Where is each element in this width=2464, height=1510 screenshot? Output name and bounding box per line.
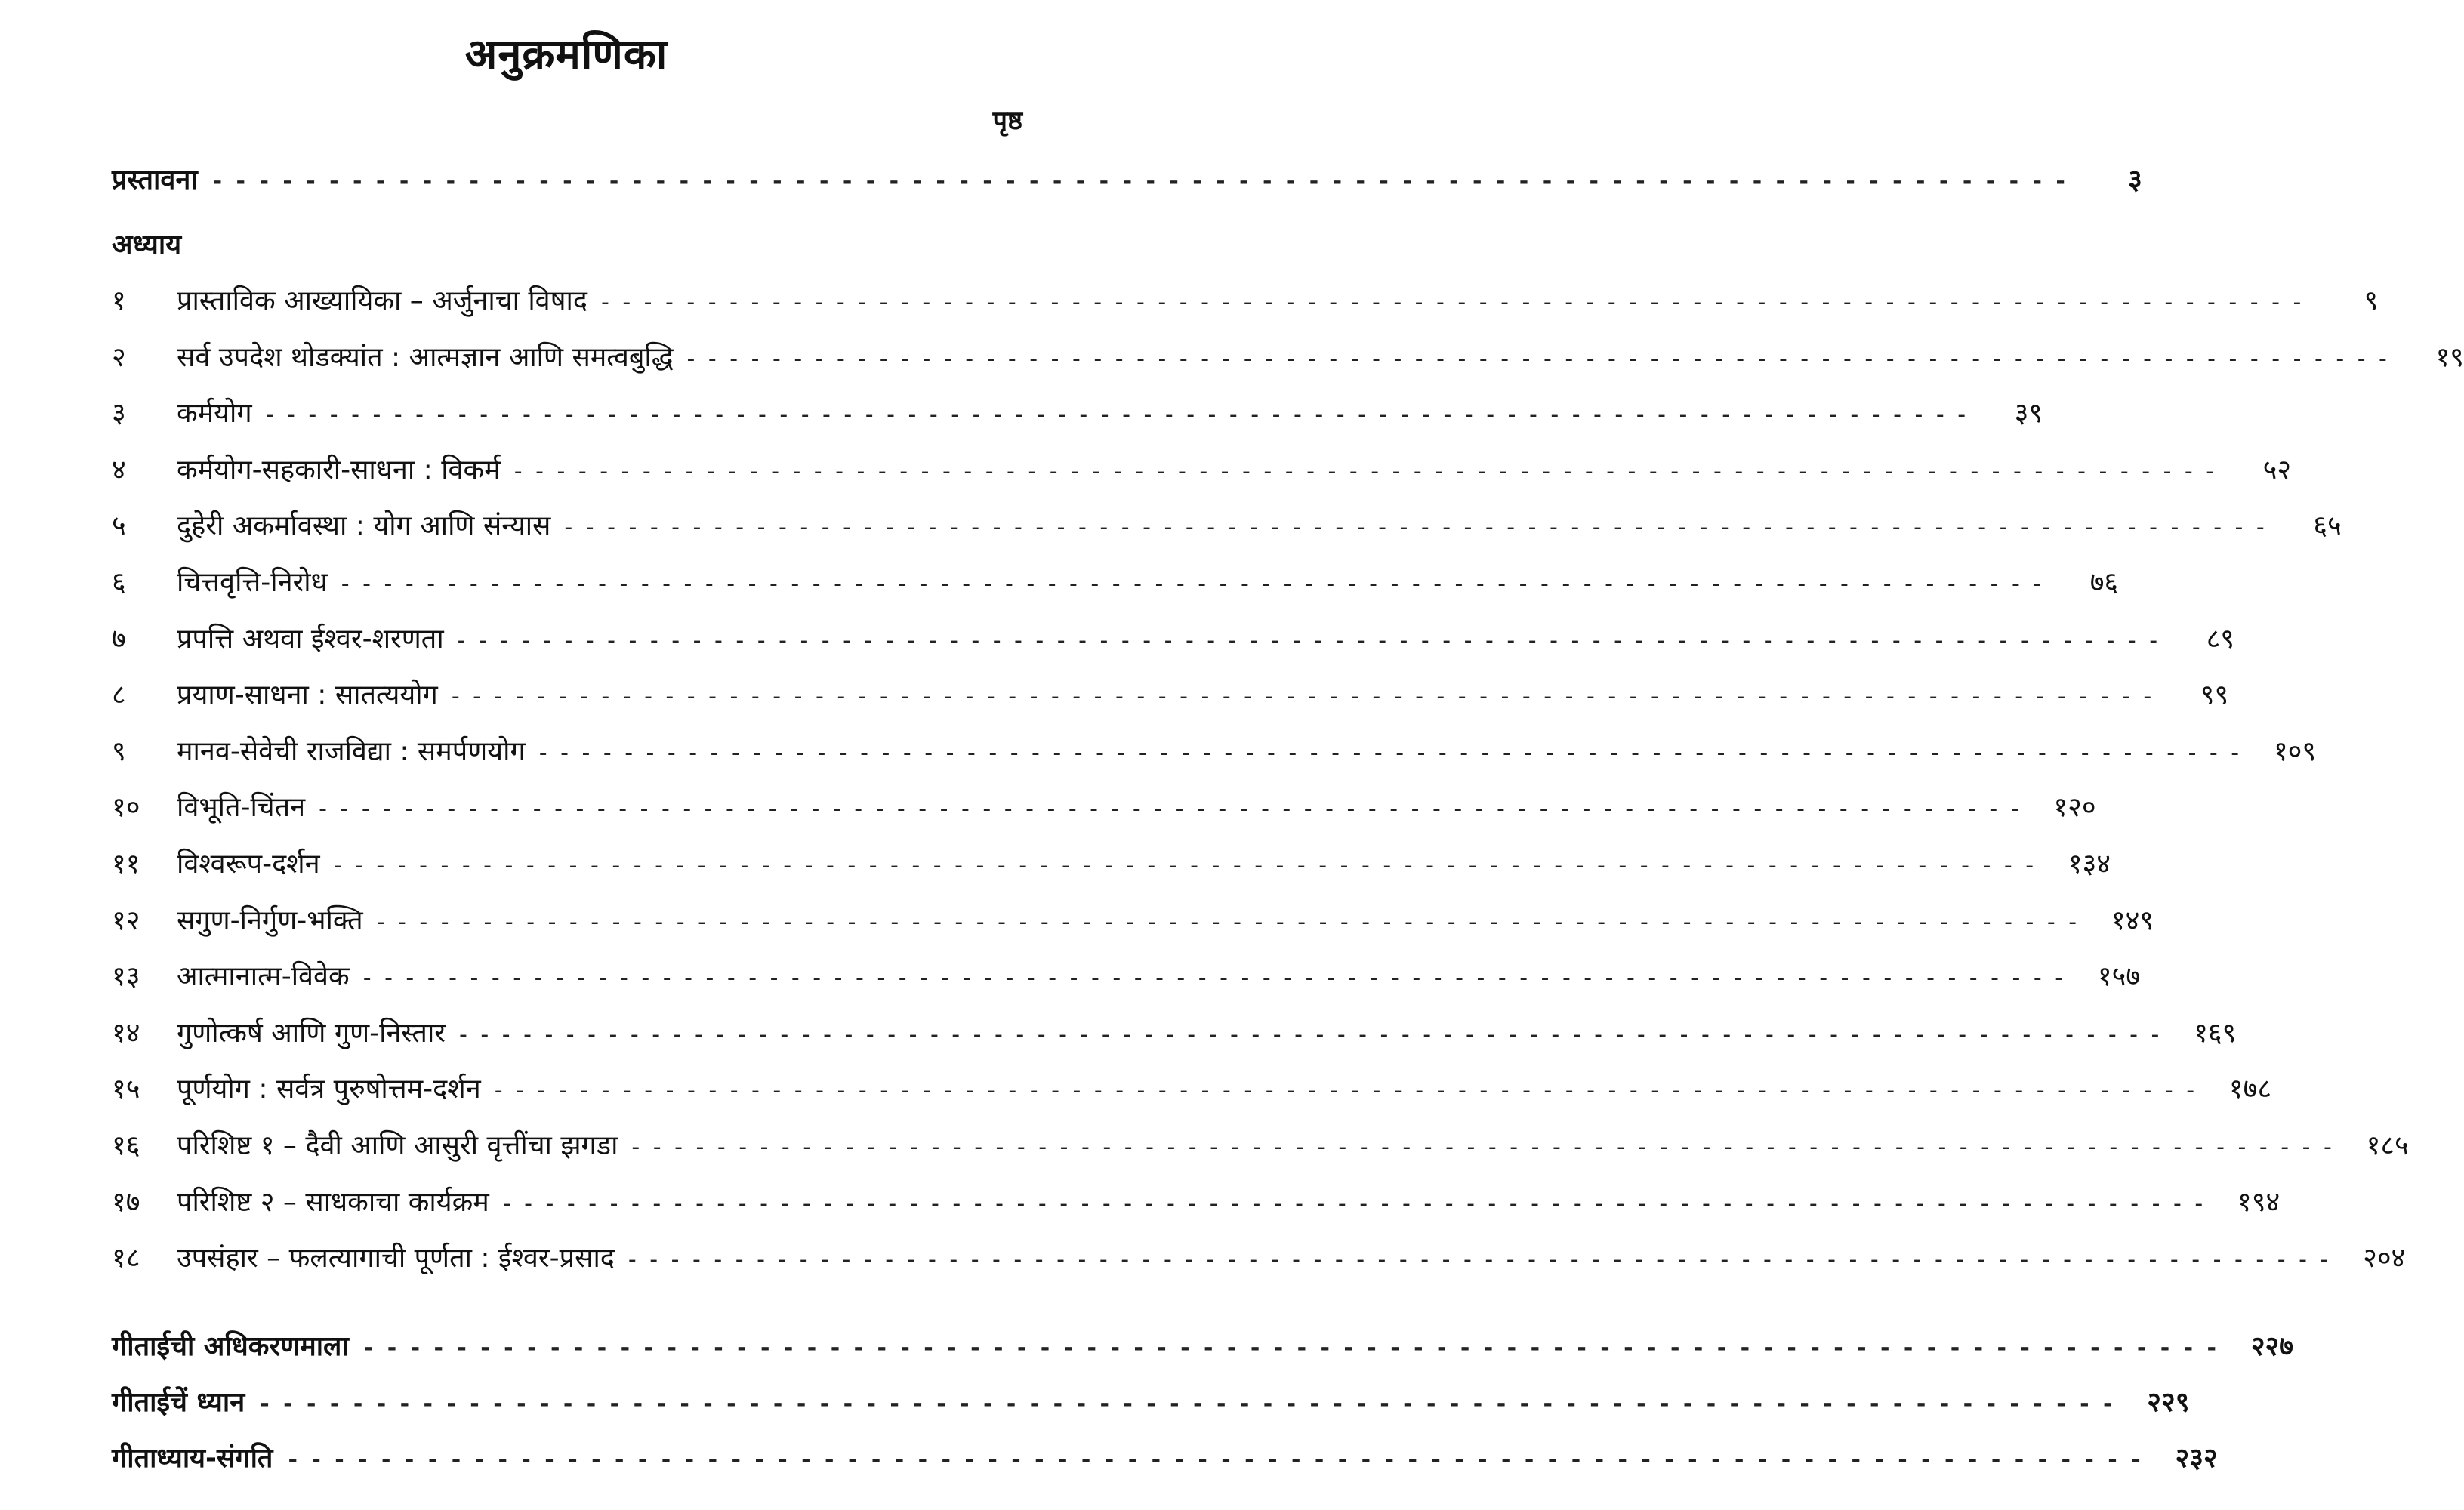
chapter-title: कर्मयोग [177, 398, 252, 430]
dot-leader: - - - - - - - - - - - - - - - - - - - - - - - - - - - - - - - - - - - - - - - - - - - - - - - - - - - - - - - - - - - - - - - - - - - - - - - - - - - - - - - - [538, 739, 2243, 766]
appendix-label: गीताईची अधिकरणमाला [112, 1331, 349, 1362]
appendix-page: २२९ [2147, 1387, 2190, 1418]
appendix-page: २२७ [2250, 1331, 2293, 1362]
dot-leader: - - - - - - - - - - - - - - - - - - - - - - - - - - - - - - - - - - - - - - - - - - - - - - - - - - - - - - - - - - - - - - - - - - - - - - - - - - - - - - - - [513, 458, 2218, 485]
appendix-page: २३२ [2175, 1443, 2218, 1474]
chapter-number: ५ [112, 510, 126, 542]
chapter-page: १६९ [2194, 1017, 2237, 1049]
chapters-heading: अध्याय [112, 230, 182, 260]
page-title: अनुक्रमणिका [464, 30, 668, 79]
chapter-number: ७ [112, 623, 126, 655]
chapter-page: १२० [2053, 792, 2096, 824]
chapter-row [112, 732, 2317, 769]
dot-leader: - - - - - - - - - - - - - - - - - - - - - - - - - - - - - - - - - - - - - - - - - - - - - - - - - - - - - - - - - - - - - - - - - - - - - - - - - - - - - - - - [363, 1335, 2219, 1361]
dot-leader: - - - - - - - - - - - - - - - - - - - - - - - - - - - - - - - - - - - - - - - - - - - - - - - - - - - - - - - - - - - - - - - - - - - - - - - - - - - - - - - - [341, 571, 2045, 597]
chapter-number: ४ [112, 454, 126, 485]
chapter-row [112, 450, 2292, 487]
chapter-page: १५७ [2097, 961, 2141, 993]
dot-leader: - - - - - - - - - - - - - - - - - - - - - - - - - - - - - - - - - - - - - - - - - - - - - - - - - - - - - - - - - - - - - - - - - - - - - - - - - - - - - - - - [628, 1247, 2332, 1274]
chapter-row [112, 1126, 2409, 1163]
chapter-page: ९ [2364, 285, 2379, 316]
chapter-title: प्रयाण-साधना : सातत्ययोग [177, 680, 438, 711]
chapter-page: १४९ [2111, 904, 2154, 936]
chapter-title: उपसंहार – फलत्यागाची पूर्णता : ईश्वर-प्रसाद [177, 1243, 615, 1274]
chapter-row [112, 1182, 2281, 1219]
chapter-page: २०४ [2363, 1243, 2406, 1274]
chapter-number: ६ [112, 567, 126, 598]
dot-leader: - - - - - - - - - - - - - - - - - - - - - - - - - - - - - - - - - - - - - - - - - - - - - - - - - - - - - - - - - - - - - - - - - - - - - - - - - - - - - - - - [502, 1190, 2206, 1217]
dot-leader: - - - - - - - - - - - - - - - - - - - - - - - - - - - - - - - - - - - - - - - - - - - - - - - - - - - - - - - - - - - - - - - - - - - - - - - - - - - - - - - - [333, 852, 2037, 879]
chapter-title: कर्मयोग-सहकारी-साधना : विकर्म [177, 454, 501, 485]
chapter-title: परिशिष्ट २ – साधकाचा कार्यक्रम [177, 1186, 489, 1218]
dot-leader: - - - - - - - - - - - - - - - - - - - - - - - - - - - - - - - - - - - - - - - - - - - - - - - - - - - - - - - - - - - - - - - - - - - - - - - - - - - - - - - - [631, 1134, 2335, 1160]
chapter-row [112, 337, 2464, 374]
chapter-number: ९ [112, 735, 126, 767]
dot-leader: - - - - - - - - - - - - - - - - - - - - - - - - - - - - - - - - - - - - - - - - - - - - - - - - - - - - - - - - - - - - - - - - - - - - - - - - - - - - - - - - [451, 683, 2155, 710]
dot-leader: - - - - - - - - - - - - - - - - - - - - - - - - - - - - - - - - - - - - - - - - - - - - - - - - - - - - - - - - - - - - - - - - - - - - - - - - - - - - - - - - [265, 402, 1969, 429]
chapter-title: मानव-सेवेची राजविद्या : समर्पणयोग [177, 735, 526, 767]
chapter-row [112, 787, 2096, 824]
chapter-page: १३४ [2068, 849, 2111, 880]
dot-leader: - - - - - - - - - - - - - - - - - - - - - - - - - - - - - - - - - - - - - - - - - - - - - - - - - - - - - - - - - - - - - - - - - - - - - - - - - - - - - - - - [564, 514, 2268, 541]
appendix-row [112, 1327, 2293, 1364]
chapter-title: विभूति-चिंतन [177, 792, 306, 824]
chapter-number: १४ [112, 1017, 140, 1049]
chapter-row [112, 844, 2111, 881]
chapter-page: ९९ [2200, 680, 2229, 711]
dot-leader: - - - - - - - - - - - - - - - - - - - - - - - - - - - - - - - - - - - - - - - - - - - - - - - - - - - - - - - - - - - - - - - - - - - - - - - - - - - - - - - - [459, 1021, 2163, 1048]
dot-leader: - - - - - - - - - - - - - - - - - - - - - - - - - - - - - - - - - - - - - - - - - - - - - - - - - - - - - - - - - - - - - - - - - - - - - - - - - - - - - - - - [260, 1391, 2116, 1417]
appendix-label: गीताईचें ध्यान [112, 1387, 245, 1418]
dot-leader: - - - - - - - - - - - - - - - - - - - - - - - - - - - - - - - - - - - - - - - - - - - - - - - - - - - - - - - - - - - - - - - - - - - - - - - - - - - - - - - - [457, 627, 2161, 654]
appendix-row [112, 1438, 2218, 1475]
chapter-title: सर्व उपदेश थोडक्यांत : आत्मज्ञान आणि समत्वबुद्धि [177, 341, 674, 373]
chapter-number: १५ [112, 1074, 140, 1105]
chapter-title: आत्मानात्म-विवेक [177, 961, 350, 993]
dot-leader: - - - - - - - - - - - - - - - - - - - - - - - - - - - - - - - - - - - - - - - - - - - - - - - - - - - - - - - - - - - - - - - - - - - - - - - - - - - - - - - - [212, 168, 2068, 195]
dot-leader: - - - - - - - - - - - - - - - - - - - - - - - - - - - - - - - - - - - - - - - - - - - - - - - - - - - - - - - - - - - - - - - - - - - - - - - - - - - - - - - - [494, 1077, 2198, 1105]
chapter-row [112, 506, 2342, 543]
chapter-title: चित्तवृत्ति-निरोध [177, 567, 328, 598]
chapter-page: ३९ [2014, 398, 2043, 430]
chapter-row [112, 393, 2043, 430]
chapter-number: ८ [112, 680, 126, 711]
dot-leader: - - - - - - - - - - - - - - - - - - - - - - - - - - - - - - - - - - - - - - - - - - - - - - - - - - - - - - - - - - - - - - - - - - - - - - - - - - - - - - - - [686, 345, 2390, 372]
chapter-page: ५२ [2262, 454, 2292, 485]
dot-leader: - - - - - - - - - - - - - - - - - - - - - - - - - - - - - - - - - - - - - - - - - - - - - - - - - - - - - - - - - - - - - - - - - - - - - - - - - - - - - - - - [362, 965, 2067, 992]
chapter-page: १७८ [2228, 1074, 2272, 1105]
chapter-number: १ [112, 285, 126, 316]
page-column-label: पृष्ठ [992, 106, 1022, 136]
dot-leader: - - - - - - - - - - - - - - - - - - - - - - - - - - - - - - - - - - - - - - - - - - - - - - - - - - - - - - - - - - - - - - - - - - - - - - - - - - - - - - - - [376, 908, 2080, 935]
chapter-row [112, 957, 2141, 994]
appendix-label: गीताध्याय-संगति [112, 1443, 273, 1474]
chapter-row [112, 1238, 2406, 1275]
chapter-title: गुणोत्कर्ष आणि गुण-निस्तार [177, 1017, 446, 1049]
chapter-row [112, 1013, 2237, 1050]
chapter-page: १९ [2435, 341, 2464, 373]
chapter-page: ८९ [2206, 623, 2235, 655]
chapter-number: ३ [112, 398, 126, 430]
chapter-number: १७ [112, 1186, 140, 1218]
chapter-number: १३ [112, 961, 140, 993]
dot-leader: - - - - - - - - - - - - - - - - - - - - - - - - - - - - - - - - - - - - - - - - - - - - - - - - - - - - - - - - - - - - - - - - - - - - - - - - - - - - - - - - [600, 289, 2305, 316]
chapter-row [112, 901, 2154, 938]
chapter-number: ११ [112, 849, 140, 880]
chapter-title: प्रास्ताविक आख्यायिका – अर्जुनाचा विषाद [177, 285, 587, 316]
chapter-row [112, 675, 2229, 712]
chapter-title: दुहेरी अकर्मावस्था : योग आणि संन्यास [177, 510, 551, 542]
chapter-page: १८५ [2366, 1130, 2409, 1161]
chapter-title: सगुण-निर्गुण-भक्ति [177, 904, 363, 936]
chapter-page: १९४ [2237, 1186, 2281, 1218]
chapter-number: १८ [112, 1243, 140, 1274]
chapter-title: प्रपत्ति अथवा ईश्वर-शरणता [177, 623, 444, 655]
chapter-number: १० [112, 792, 140, 824]
chapter-row [112, 1069, 2272, 1106]
chapter-page: ६५ [2313, 510, 2342, 542]
chapter-title: परिशिष्ट १ – दैवी आणि आसुरी वृत्तींचा झगडा [177, 1130, 618, 1161]
chapter-page: १०९ [2273, 735, 2317, 767]
chapter-row [112, 562, 2119, 599]
appendix-row [112, 1382, 2190, 1419]
chapter-title: विश्वरूप-दर्शन [177, 849, 320, 880]
preface-row [112, 160, 2142, 197]
chapter-number: १२ [112, 904, 140, 936]
preface-label: प्रस्तावना [112, 165, 198, 196]
chapter-number: २ [112, 341, 126, 373]
preface-page: ३ [2128, 165, 2142, 196]
dot-leader: - - - - - - - - - - - - - - - - - - - - - - - - - - - - - - - - - - - - - - - - - - - - - - - - - - - - - - - - - - - - - - - - - - - - - - - - - - - - - - - - [288, 1447, 2144, 1473]
chapter-row [112, 619, 2235, 656]
dot-leader: - - - - - - - - - - - - - - - - - - - - - - - - - - - - - - - - - - - - - - - - - - - - - - - - - - - - - - - - - - - - - - - - - - - - - - - - - - - - - - - - [319, 796, 2022, 823]
chapter-title: पूर्णयोग : सर्वत्र पुरुषोत्तम-दर्शन [177, 1074, 481, 1105]
chapter-page: ७६ [2089, 567, 2119, 598]
chapter-row [112, 281, 2379, 318]
chapter-number: १६ [112, 1130, 140, 1161]
